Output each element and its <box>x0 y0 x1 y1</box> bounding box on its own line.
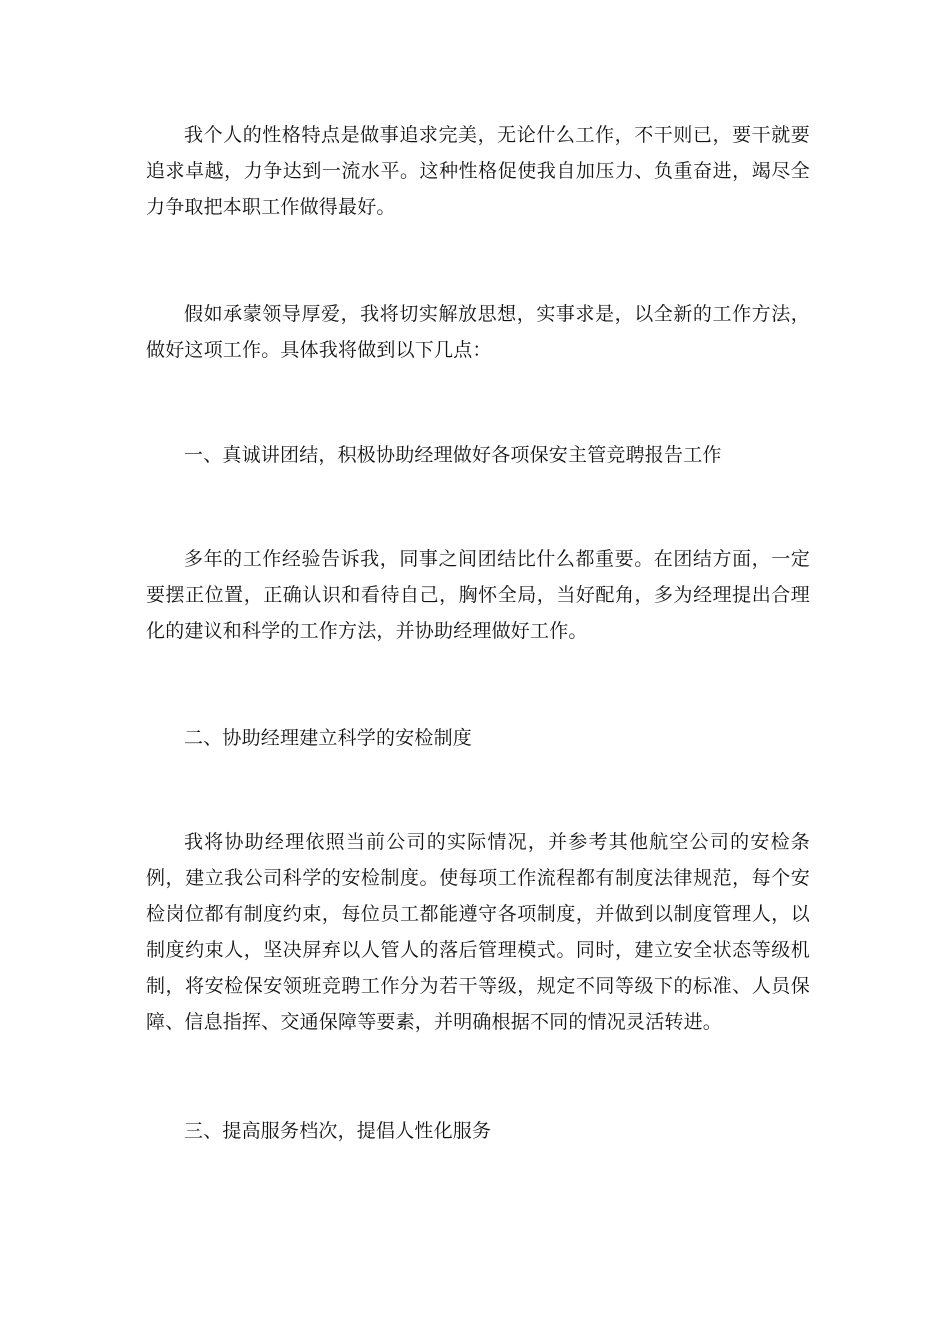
paragraph-personality: 我个人的性格特点是做事追求完美，无论什么工作，不干则已，要干就要追求卓越，力争达到一流水平。这种性格促使我自加压力、负重奋进，竭尽全力争取把本职工作做得最好。 <box>146 124 810 218</box>
paragraph-commitment: 假如承蒙领导厚爱，我将切实解放思想，实事求是，以全新的工作方法，做好这项工作。具体我将做到以下几点： <box>146 303 810 361</box>
section-heading-service: 三、提高服务档次，提倡人性化服务 <box>184 1120 492 1142</box>
section-heading-inspection-system: 二、协助经理建立科学的安检制度 <box>184 727 473 749</box>
paragraph-inspection-system: 我将协助经理依照当前公司的实际情况，并参考其他航空公司的安检条例，建立我公司科学的安检制度。使每项工作流程都有制度法律规范，每个安检岗位都有制度约束，每位员工都能遵守各项制度，并做到以制度管理人，以制度约束人，坚决屏弃以人管人的落后管理模式。同时，建立安全状态等级机制，将安检保安领班竞聘工作分为若干等级，规定不同等级下的标准、人员保障、信息指挥、交通保障等要素，并明确根据不同的情况灵活转进。 <box>146 831 810 1033</box>
paragraph-unity: 多年的工作经验告诉我，同事之间团结比什么都重要。在团结方面，一定要摆正位置，正确认识和看待自己，胸怀全局，当好配角，多为经理提出合理化的建议和科学的工作方法，并协助经理做好工作。 <box>146 548 810 642</box>
section-heading-unity: 一、真诚讲团结，积极协助经理做好各项保安主管竞聘报告工作 <box>184 444 722 466</box>
